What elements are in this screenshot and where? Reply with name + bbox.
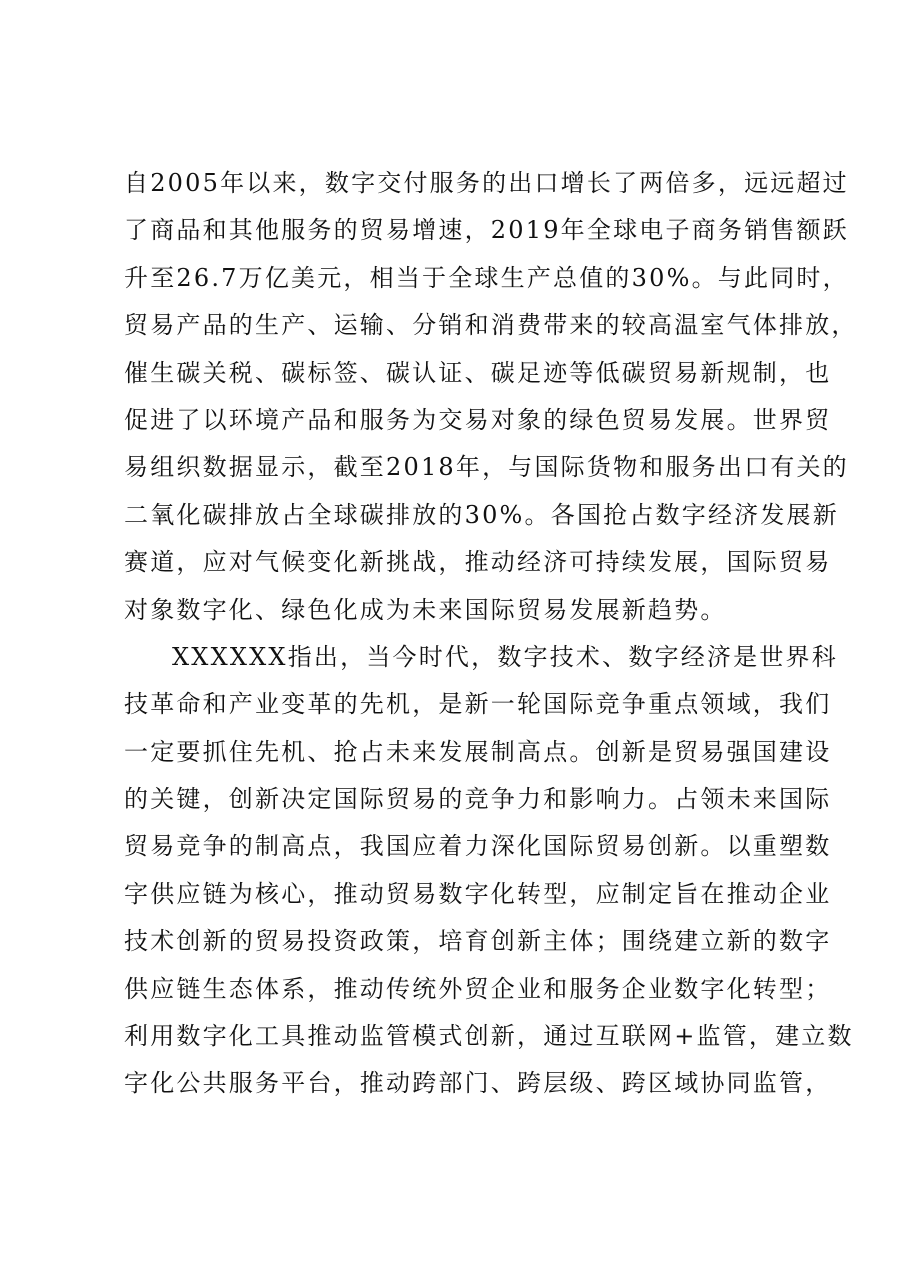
paragraph-1 <box>124 160 858 634</box>
paragraph-line: 自2005年以来，数字交付服务的出口增长了两倍多，远远超过 <box>124 169 849 197</box>
paragraph-line: 一定要抓住先机、抢占未来发展制高点。创新是贸易强国建设 <box>124 737 832 766</box>
paragraph-2 <box>124 634 854 1108</box>
paragraph-line: 技革命和产业变革的先机，是新一轮国际竞争重点领域，我们 <box>124 690 832 719</box>
paragraph-line: 的关键，创新决定国际贸易的竞争力和影响力。占领未来国际 <box>124 785 832 814</box>
paragraph-line: 贸易产品的生产、运输、分销和消费带来的较高温室气体排放， <box>124 311 858 340</box>
paragraph-line: 供应链生态体系，推动传统外贸企业和服务企业数字化转型； <box>124 974 832 1003</box>
paragraph-line: 促进了以环境产品和服务为交易对象的绿色贸易发展。世界贸 <box>124 405 832 434</box>
paragraph-line: 二氧化碳排放占全球碳排放的30%。各国抢占数字经济发展新 <box>124 500 839 529</box>
paragraph-line: 赛道，应对气候变化新挑战，推动经济可持续发展，国际贸易 <box>124 548 832 577</box>
paragraph-line: 升至26.7万亿美元，相当于全球生产总值的30%。与此同时， <box>124 263 849 292</box>
paragraph-line: 利用数字化工具推动监管模式创新，通过互联网+监管，建立数 <box>124 1022 854 1051</box>
paragraph-line: 了商品和其他服务的贸易增速，2019年全球电子商务销售额跃 <box>124 216 849 245</box>
paragraph-line: XXXXXX指出，当今时代，数字技术、数字经济是世界科 <box>172 642 838 671</box>
paragraph-line: 贸易竞争的制高点，我国应着力深化国际贸易创新。以重塑数 <box>124 832 832 861</box>
paragraph-line: 催生碳关税、碳标签、碳认证、碳足迹等低碳贸易新规制，也 <box>124 358 832 387</box>
paragraph-line: 易组织数据显示，截至2018年，与国际货物和服务出口有关的 <box>124 453 849 482</box>
paragraph-line: 字化公共服务平台，推动跨部门、跨层级、跨区域协同监管， <box>124 1069 832 1098</box>
paragraph-line: 字供应链为核心，推动贸易数字化转型，应制定旨在推动企业 <box>124 879 832 908</box>
paragraph-line: 对象数字化、绿色化成为未来国际贸易发展新趋势。 <box>124 595 727 624</box>
document-body <box>124 160 858 1108</box>
paragraph-line: 技术创新的贸易投资政策，培育创新主体；围绕建立新的数字 <box>124 927 832 956</box>
